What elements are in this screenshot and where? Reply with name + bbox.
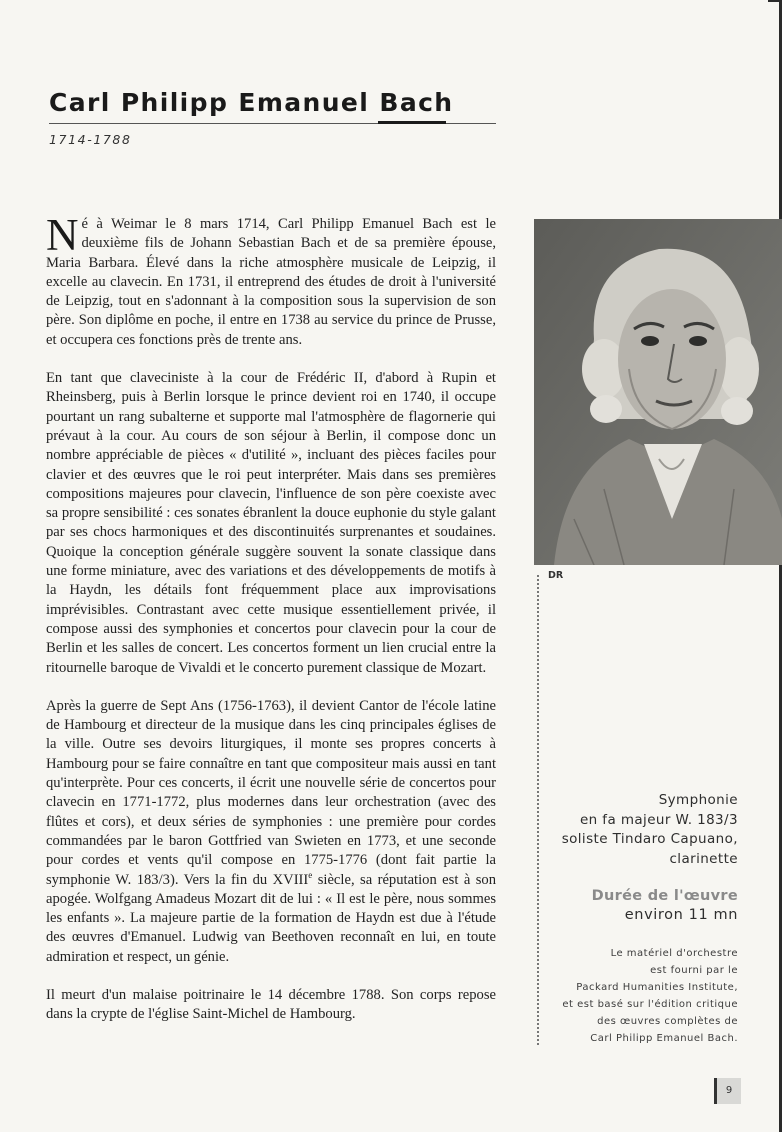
paragraph-1-text: é à Weimar le 8 mars 1714, Carl Philipp Emanuel Bach est le deuxième fils de Johann Sebastian Bach et de sa première épouse, Maria Barbara. Élevé dans la riche atmosphère musicale de Leipzig, il excelle au clavecin. En 1731, il entreprend des études de droit à l'université de Leipzig, tout en s'adonnant à la composition sous la supervision de son père. Son diplôme en poche, il entre en 1738 au service du prince de Prusse, et occupera ces fonctions près de trente ans. xyxy=(46,216,496,348)
paragraph-1 xyxy=(46,210,496,350)
paragraph-4: Il meurt d'un malaise poitrinaire le 14 décembre 1788. Son corps repose dans la crypte de l'église Saint-Michel de Hambourg. xyxy=(46,986,496,1023)
portrait-engraving xyxy=(534,219,782,565)
page-number: 9 xyxy=(714,1078,741,1104)
work-instrument: clarinette xyxy=(669,850,738,867)
photo-credit: DR xyxy=(548,570,564,581)
materiel-line: Le matériel d'orchestre xyxy=(610,948,738,959)
drop-cap: N xyxy=(46,210,79,260)
duration-label: Durée de l'œuvre xyxy=(591,888,738,904)
composer-portrait xyxy=(534,219,782,565)
paragraph-2: En tant que claveciniste à la cour de Frédéric II, d'abord à Rupin et Rheinsberg, puis à Berlin lorsque le prince devient roi en 1740, il occupe pourtant un rang subalterne et supporte mal l'atmosphère de flagornerie qui prévaut à la cour. Au cours de son séjour à Berlin, il compose donc un nombre appréciable de pièces « d'utilité », incluant des pièces faciles pour clavier et des œuvres que le roi peut interpréter. Mais dans ses premières compositions majeures pour clavecin, l'influence de son père coexiste avec sa propre sensibilité : ces sonates ébranlent la douce euphonie du style galant par ses chocs harmoniques et des discontinuités surprenantes et soudaines. Quoique la conception générale suggère souvent la sonate classique dans une forme miniature, avec des variations et des développements de motifs à la Haydn, les détails font fréquemment place aux improvisations imprévisibles. Contrastant avec cette musique essentiellement privée, il compose aussi des symphonies et concertos pour clavecin pour la cour de Berlin et les salles de concert. Les concertos forment un lien crucial entre la ritournelle baroque de Vivaldi et le concerto purement classique de Mozart. xyxy=(46,370,496,676)
paragraph-3-text: Après la guerre de Sept Ans (1756-1763), il devient Cantor de l'école latine de Hambourg et directeur de la musique dans les cinq principales églises de la ville. Outre ses devoirs liturgiques, il monte ses propres concerts à Hambourg pour se faire connaître en tant que compositeur mais aussi en tant qu'interprète. Pour ces concerts, il écrit une nouvelle série de concertos pour clavecin en 1771-1772, plus modernes dans leur orchestration (avec des flûtes et cors), et deux séries de symphonies : une première pour cordes commandées par le baron Gottfried van Swieten en 1773, et une seconde pour cordes et vents qu'il compose en 1775-1776 (dont fait partie la symphonie W. 183/3). Vers la fin du xyxy=(46,697,496,888)
title-rule-accent xyxy=(378,121,446,124)
composer-dates: 1714-1788 xyxy=(49,132,132,147)
work-key: en fa majeur W. 183/3 xyxy=(579,811,738,828)
paragraph-3-continuation: siècle, sa réputation est à son apogée. Wolfgang Amadeus Mozart dit de lui : « Il est le père, nous sommes les enfants ». La majeure partie de la formation de Haydn est due à l'étude des œuvres d'Emanuel. Ludwig van Beethoven reconnaît en lui, en toute admiration et respect, un génie. xyxy=(46,871,496,965)
materiel-note xyxy=(548,945,738,1047)
page-title: Carl Philipp Emanuel Bach xyxy=(49,88,454,117)
materiel-line: et est basé sur l'édition critique xyxy=(562,999,738,1010)
century-superscript: e xyxy=(308,869,313,880)
duration-value: environ 11 mn xyxy=(624,907,738,923)
materiel-line: Packard Humanities Institute, xyxy=(576,982,738,993)
century-numeral: XVIII xyxy=(272,871,309,888)
work-title: Symphonie xyxy=(658,792,738,808)
work-soloist: soliste Tindaro Capuano, xyxy=(561,831,738,847)
dotted-divider xyxy=(537,575,539,1045)
materiel-line: Carl Philipp Emanuel Bach. xyxy=(590,1033,738,1044)
materiel-line: est fourni par le xyxy=(650,965,738,976)
work-info xyxy=(548,791,738,1047)
paragraph-3 xyxy=(46,697,496,967)
biography-text xyxy=(46,210,496,1044)
materiel-line: des œuvres complètes de xyxy=(597,1016,738,1027)
page-edge-top xyxy=(768,0,782,2)
